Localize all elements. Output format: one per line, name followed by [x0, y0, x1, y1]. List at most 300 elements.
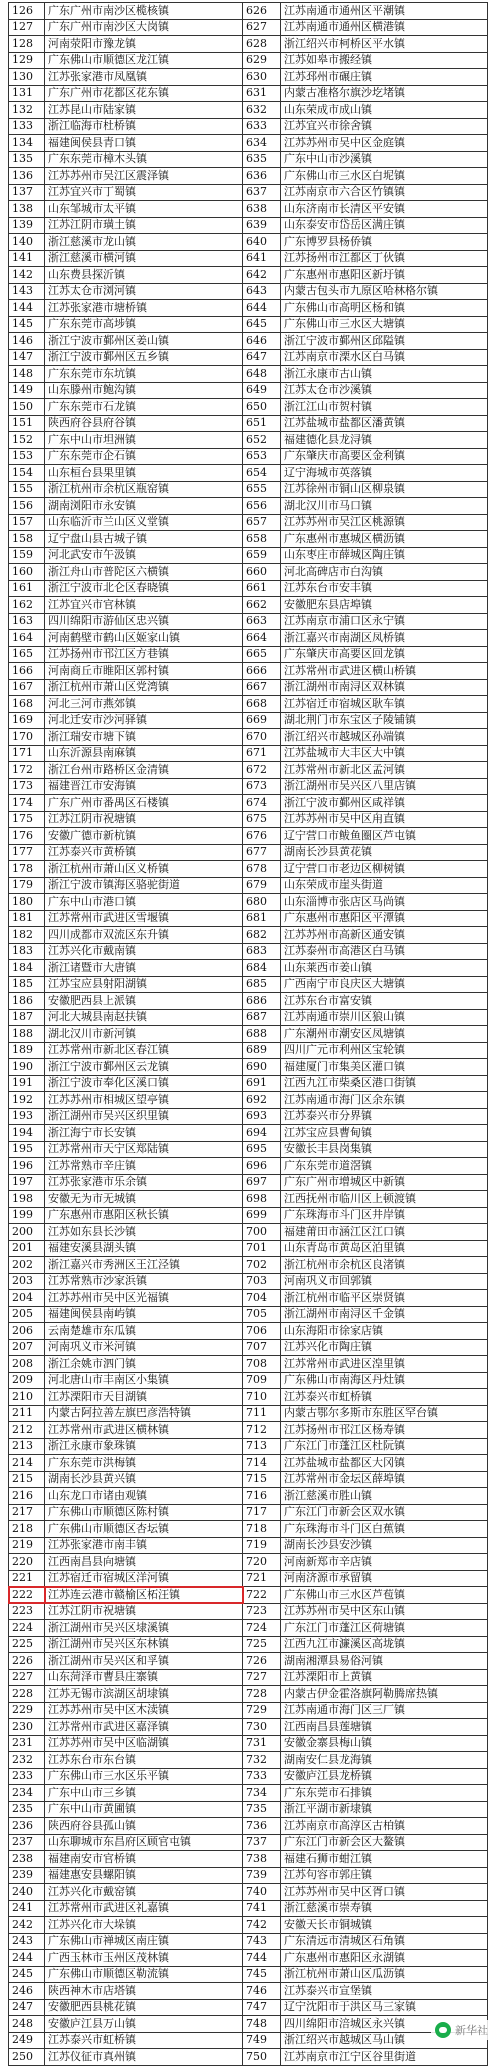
table-row: [9, 580, 488, 597]
table-row: [9, 828, 488, 845]
table-row: [9, 1405, 488, 1422]
rank-cell: 209: [9, 1372, 45, 1389]
rank-cell: 686: [243, 993, 281, 1010]
table-row: [9, 1653, 488, 1670]
rank-cell: 156: [9, 498, 45, 515]
rank-cell: 161: [9, 580, 45, 597]
table-row: [9, 762, 488, 779]
town-cell: 湖南安仁县龙海镇: [281, 1752, 488, 1769]
town-cell: 江西九江市柴桑区港口街镇: [281, 1075, 488, 1092]
town-cell: 广东中山市沙溪镇: [281, 151, 488, 168]
table-row: [9, 102, 488, 119]
rank-cell: 674: [243, 795, 281, 812]
table-row: [9, 1636, 488, 1653]
town-cell: 山东济南市长清区平安镇: [281, 201, 488, 218]
town-cell: 广东江门市新会区双水镇: [281, 1504, 488, 1521]
table-row: [9, 1950, 488, 1967]
rank-cell: 629: [243, 52, 281, 69]
rank-cell: 661: [243, 580, 281, 597]
town-cell: 山东费县探沂镇: [45, 267, 243, 284]
rank-cell: 212: [9, 1422, 45, 1439]
town-cell: 河南巩义市米河镇: [45, 1339, 243, 1356]
rank-cell: 635: [243, 151, 281, 168]
town-cell: 广西南宁市良庆区大塘镇: [281, 976, 488, 993]
town-cell: 安徽天长市铜城镇: [281, 1917, 488, 1934]
rank-cell: 633: [243, 118, 281, 135]
town-cell: 河北唐山市丰南区小集镇: [45, 1372, 243, 1389]
rank-cell: 230: [9, 1719, 45, 1736]
town-cell: 江苏泰州市高港区白马镇: [281, 943, 488, 960]
town-cell: 江西抚州市临川区上顿渡镇: [281, 1191, 488, 1208]
table-row: [9, 1752, 488, 1769]
rank-cell: 662: [243, 597, 281, 614]
town-cell: 广东佛山市顺德区龙江镇: [45, 52, 243, 69]
town-cell: 山东桓台县果里镇: [45, 465, 243, 482]
rank-cell: 706: [243, 1323, 281, 1340]
town-cell: 浙江宁波市鄞州区咸祥镇: [281, 795, 488, 812]
town-cell: 江苏泰兴市虹桥镇: [45, 2032, 243, 2049]
rank-cell: 710: [243, 1389, 281, 1406]
rank-cell: 652: [243, 432, 281, 449]
rank-cell: 241: [9, 1900, 45, 1917]
table-row: [9, 448, 488, 465]
rank-cell: 199: [9, 1207, 45, 1224]
rank-cell: 140: [9, 234, 45, 251]
town-cell: 广东佛山市三水区白坭镇: [281, 168, 488, 185]
rank-cell: 157: [9, 514, 45, 531]
table-row: [9, 267, 488, 284]
rank-cell: 697: [243, 1174, 281, 1191]
table-row: [9, 2049, 488, 2066]
rank-cell: 720: [243, 1554, 281, 1571]
town-cell: 江苏扬州市江都区丁伙镇: [281, 250, 488, 267]
rank-cell: 703: [243, 1273, 281, 1290]
rank-cell: 211: [9, 1405, 45, 1422]
table-row: [9, 366, 488, 383]
town-cell: 福建安溪县湖头镇: [45, 1240, 243, 1257]
table-row: [9, 976, 488, 993]
table-row: [9, 1768, 488, 1785]
rank-cell: 718: [243, 1521, 281, 1538]
town-cell: 湖北汉川市新河镇: [45, 1026, 243, 1043]
table-row: [9, 52, 488, 69]
table-row: [9, 2032, 488, 2049]
table-row: [9, 69, 488, 86]
town-cell: 安徽肥西县上派镇: [45, 993, 243, 1010]
rank-cell: 248: [9, 2016, 45, 2033]
rank-cell: 186: [9, 993, 45, 1010]
rank-cell: 162: [9, 597, 45, 614]
town-cell: 广东佛山市顺德区杏坛镇: [45, 1521, 243, 1538]
town-cell: 山东荣成市成山镇: [281, 102, 488, 119]
town-cell: 广东清远市清城区石角镇: [281, 1933, 488, 1950]
rank-cell: 725: [243, 1636, 281, 1653]
town-cell: 江苏常州市新北区孟河镇: [281, 762, 488, 779]
rank-cell: 672: [243, 762, 281, 779]
rank-cell: 678: [243, 861, 281, 878]
table-row: [9, 1224, 488, 1241]
rank-cell: 192: [9, 1092, 45, 1109]
town-cell: 浙江瑞安市塘下镇: [45, 729, 243, 746]
rank-cell: 249: [9, 2032, 45, 2049]
rank-cell: 651: [243, 415, 281, 432]
town-cell: 江苏宜兴市丁蜀镇: [45, 184, 243, 201]
town-cell: 内蒙古阿拉善左旗巴彦浩特镇: [45, 1405, 243, 1422]
town-cell: 内蒙古鄂尔多斯市东胜区罕台镇: [281, 1405, 488, 1422]
rank-cell: 189: [9, 1042, 45, 1059]
town-cell: 福建莆田市涵江区江口镇: [281, 1224, 488, 1241]
rank-cell: 246: [9, 1983, 45, 2000]
rank-cell: 138: [9, 201, 45, 218]
town-cell: 广东广州市增城区中新镇: [281, 1174, 488, 1191]
highlighted-table-row: [9, 1587, 488, 1604]
rank-cell: 644: [243, 300, 281, 317]
town-cell: 江苏泰兴市虹桥镇: [281, 1389, 488, 1406]
town-cell: 安徽庐江县万山镇: [45, 2016, 243, 2033]
rank-cell: 655: [243, 481, 281, 498]
rank-cell: 126: [9, 3, 45, 20]
town-cell: 广东东莞市洪梅镇: [45, 1455, 243, 1472]
rank-cell: 663: [243, 613, 281, 630]
town-cell: 浙江平湖市新埭镇: [281, 1801, 488, 1818]
rank-cell: 711: [243, 1405, 281, 1422]
table-row: [9, 1125, 488, 1142]
rank-cell: 197: [9, 1174, 45, 1191]
town-cell: 江苏常州市武进区雪堰镇: [45, 910, 243, 927]
town-cell: 山东龙口市诸由观镇: [45, 1488, 243, 1505]
table-row: [9, 1240, 488, 1257]
town-cell: 江苏东台市安丰镇: [281, 580, 488, 597]
rank-cell: 237: [9, 1834, 45, 1851]
rank-cell: 142: [9, 267, 45, 284]
town-cell: 江苏南通市通州区平潮镇: [281, 3, 488, 20]
rank-cell: 190: [9, 1059, 45, 1076]
town-cell: 广东东莞市企石镇: [45, 448, 243, 465]
table-row: [9, 118, 488, 135]
rank-cell: 136: [9, 168, 45, 185]
town-cell: 湖南长沙县安沙镇: [281, 1537, 488, 1554]
town-cell: 广东佛山市顺德区陈村镇: [45, 1504, 243, 1521]
town-cell: 江苏苏州市高新区通安镇: [281, 927, 488, 944]
rank-cell: 721: [243, 1570, 281, 1587]
town-cell: 陕西府谷县孤山镇: [45, 1818, 243, 1835]
rank-cell: 701: [243, 1240, 281, 1257]
town-cell: 广东江门市蓬江区荷塘镇: [281, 1620, 488, 1637]
table-row: [9, 217, 488, 234]
town-cell: 广东江门市新会区大鳌镇: [281, 1834, 488, 1851]
town-cell: 广东东莞市樟木头镇: [45, 151, 243, 168]
rank-cell: 736: [243, 1818, 281, 1835]
rank-cell: 203: [9, 1273, 45, 1290]
town-cell: 浙江宁波市镇海区骆驼街道: [45, 877, 243, 894]
rank-cell: 232: [9, 1752, 45, 1769]
table-row: [9, 514, 488, 531]
rank-cell: 171: [9, 745, 45, 762]
rank-cell: 638: [243, 201, 281, 218]
wechat-logo-icon: [435, 2022, 451, 2038]
town-cell: 浙江慈溪市龙山镇: [45, 234, 243, 251]
town-cell: 山东聊城市东昌府区顾官屯镇: [45, 1834, 243, 1851]
rank-cell: 134: [9, 135, 45, 152]
rank-cell: 687: [243, 1009, 281, 1026]
table-row: [9, 85, 488, 102]
table-row: [9, 613, 488, 630]
town-cell: 河北迁安市沙河驿镇: [45, 712, 243, 729]
town-cell: 江苏兴化市大垛镇: [45, 1917, 243, 1934]
rank-cell: 236: [9, 1818, 45, 1835]
rank-cell: 179: [9, 877, 45, 894]
table-row: [9, 1092, 488, 1109]
rank-cell: 735: [243, 1801, 281, 1818]
rank-cell: 213: [9, 1438, 45, 1455]
town-cell: 浙江宁波市鄞州区邱隘镇: [281, 333, 488, 350]
town-cell: 浙江绍兴市越城区孙端镇: [281, 729, 488, 746]
town-cell: 江苏常州市武进区横林镇: [45, 1422, 243, 1439]
town-cell: 浙江杭州市余杭区瓶窑镇: [45, 481, 243, 498]
rank-cell: 137: [9, 184, 45, 201]
rank-cell: 632: [243, 102, 281, 119]
rank-cell: 185: [9, 976, 45, 993]
rank-cell: 164: [9, 630, 45, 647]
table-body: [9, 3, 488, 2066]
rank-cell: 728: [243, 1686, 281, 1703]
town-cell: 福建厦门市集美区灌口镇: [281, 1059, 488, 1076]
table-row: [9, 1356, 488, 1373]
town-cell: 江苏宜兴市官林镇: [45, 597, 243, 614]
rank-cell: 229: [9, 1702, 45, 1719]
rank-cell: 745: [243, 1966, 281, 1983]
rank-cell: 670: [243, 729, 281, 746]
rank-cell: 681: [243, 910, 281, 927]
rank-cell: 731: [243, 1735, 281, 1752]
rank-cell: 675: [243, 811, 281, 828]
town-cell: 四川绵阳市游仙区忠兴镇: [45, 613, 243, 630]
town-cell: 浙江湖州市吴兴区织里镇: [45, 1108, 243, 1125]
town-cell: 江苏如皋市搬经镇: [281, 52, 488, 69]
rank-cell: 733: [243, 1768, 281, 1785]
rank-cell: 717: [243, 1504, 281, 1521]
town-cell: 内蒙古准格尔旗沙圪堵镇: [281, 85, 488, 102]
town-cell: 江苏常州市天宁区郑陆镇: [45, 1141, 243, 1158]
table-row: [9, 1735, 488, 1752]
table-row: [9, 184, 488, 201]
rank-cell: 206: [9, 1323, 45, 1340]
town-cell: 山东邹城市太平镇: [45, 201, 243, 218]
rank-cell: 743: [243, 1933, 281, 1950]
town-cell: 陕西神木市店塔镇: [45, 1983, 243, 2000]
rank-cell: 247: [9, 1999, 45, 2016]
rank-cell: 143: [9, 283, 45, 300]
rank-cell: 673: [243, 778, 281, 795]
rank-cell: 146: [9, 333, 45, 350]
table-row: [9, 234, 488, 251]
rank-cell: 719: [243, 1537, 281, 1554]
town-cell: 安徽庐江县龙桥镇: [281, 1768, 488, 1785]
rank-cell: 240: [9, 1884, 45, 1901]
table-row: [9, 894, 488, 911]
table-row: [9, 1339, 488, 1356]
table-row: [9, 646, 488, 663]
town-cell: 江苏宝应县曹甸镇: [281, 1125, 488, 1142]
rank-cell: 155: [9, 481, 45, 498]
table-row: [9, 531, 488, 548]
town-cell: 湖南湘潭县易俗河镇: [281, 1653, 488, 1670]
town-cell: 四川绵阳市涪城区永兴镇: [281, 2016, 488, 2033]
town-cell: 河南巩义市回郭镇: [281, 1273, 488, 1290]
rank-cell: 668: [243, 696, 281, 713]
table-row: [9, 1174, 488, 1191]
rank-cell: 696: [243, 1158, 281, 1175]
town-cell: 广东中山市坦洲镇: [45, 432, 243, 449]
rank-cell: 671: [243, 745, 281, 762]
town-cell: 广东中山市港口镇: [45, 894, 243, 911]
table-row: [9, 1042, 488, 1059]
town-cell: 安徽广德市新杭镇: [45, 828, 243, 845]
rank-cell: 683: [243, 943, 281, 960]
town-cell: 浙江诸暨市大唐镇: [45, 960, 243, 977]
table-row: [9, 135, 488, 152]
rank-cell: 631: [243, 85, 281, 102]
rank-cell: 172: [9, 762, 45, 779]
town-cell: 江苏苏州市吴中区临湖镇: [45, 1735, 243, 1752]
rank-cell: 231: [9, 1735, 45, 1752]
rank-cell: 127: [9, 19, 45, 36]
table-row: [9, 201, 488, 218]
town-cell: 江苏常州市新北区春江镇: [45, 1042, 243, 1059]
rank-cell: 132: [9, 102, 45, 119]
rank-cell: 714: [243, 1455, 281, 1472]
table-row: [9, 1075, 488, 1092]
table-row: [9, 19, 488, 36]
rank-cell: 148: [9, 366, 45, 383]
table-row: [9, 778, 488, 795]
table-row: [9, 1521, 488, 1538]
rank-cell: 639: [243, 217, 281, 234]
town-cell: 江苏常熟市沙家浜镇: [45, 1273, 243, 1290]
rank-cell: 657: [243, 514, 281, 531]
town-cell: 浙江宁波市鄞州区五乡镇: [45, 349, 243, 366]
rank-cell: 723: [243, 1603, 281, 1620]
rank-cell: 131: [9, 85, 45, 102]
town-cell: 广东佛山市禅城区南庄镇: [45, 1933, 243, 1950]
town-cell: 浙江余姚市泗门镇: [45, 1356, 243, 1373]
rank-cell: 676: [243, 828, 281, 845]
rank-cell: 634: [243, 135, 281, 152]
rank-cell: 169: [9, 712, 45, 729]
town-cell: 广东惠州市惠阳区秋长镇: [45, 1207, 243, 1224]
rank-cell: 700: [243, 1224, 281, 1241]
town-cell: 江西南昌县向塘镇: [45, 1554, 243, 1571]
town-cell: 山东青岛市黄岛区泊里镇: [281, 1240, 488, 1257]
rank-cell: 196: [9, 1158, 45, 1175]
rank-cell: 749: [243, 2032, 281, 2049]
rank-cell: 666: [243, 663, 281, 680]
rank-cell: 191: [9, 1075, 45, 1092]
rank-cell: 194: [9, 1125, 45, 1142]
rank-cell: 168: [9, 696, 45, 713]
town-cell: 广西玉林市玉州区茂林镇: [45, 1950, 243, 1967]
table-row: [9, 1917, 488, 1934]
table-row: [9, 1686, 488, 1703]
town-cell: 河北武安市午汲镇: [45, 547, 243, 564]
town-cell: 广东中山市三乡镇: [45, 1785, 243, 1802]
rank-cell: 242: [9, 1917, 45, 1934]
town-cell: 广东佛山市三水区芦苞镇: [281, 1587, 488, 1604]
town-cell: 福建惠安县螺阳镇: [45, 1867, 243, 1884]
town-cell: 河南济源市承留镇: [281, 1570, 488, 1587]
rank-cell: 645: [243, 316, 281, 333]
town-cell: 浙江湖州市吴兴区东林镇: [45, 1636, 243, 1653]
rank-cell: 201: [9, 1240, 45, 1257]
town-cell: 江苏宝应县射阳湖镇: [45, 976, 243, 993]
table-row: [9, 1900, 488, 1917]
table-row: [9, 1026, 488, 1043]
town-cell: 江苏南京市江宁区谷里街道: [281, 2049, 488, 2066]
table-row: [9, 1422, 488, 1439]
rank-cell: 215: [9, 1471, 45, 1488]
town-cell: 江苏张家港市塘桥镇: [45, 300, 243, 317]
rank-cell: 188: [9, 1026, 45, 1043]
rank-cell: 195: [9, 1141, 45, 1158]
rank-cell: 149: [9, 382, 45, 399]
town-cell: 江苏常州市武进区湟里镇: [281, 1356, 488, 1373]
rank-cell: 207: [9, 1339, 45, 1356]
table-row: [9, 1158, 488, 1175]
table-row: [9, 729, 488, 746]
watermark-text: 新华社: [455, 2024, 488, 2037]
town-cell: 江苏徐州市铜山区柳泉镇: [281, 481, 488, 498]
town-cell: 江苏苏州市吴江区震泽镇: [45, 168, 243, 185]
town-cell: 安徽长丰县岗集镇: [281, 1141, 488, 1158]
town-cell: 浙江宁波市奉化区溪口镇: [45, 1075, 243, 1092]
town-cell: 江苏常州市武进区嘉泽镇: [45, 1719, 243, 1736]
town-cell: 浙江临海市杜桥镇: [45, 118, 243, 135]
town-cell: 江苏兴化市戴窑镇: [45, 1884, 243, 1901]
town-cell: 浙江湖州市吴兴区和孚镇: [45, 1653, 243, 1670]
table-row: [9, 679, 488, 696]
rank-cell: 218: [9, 1521, 45, 1538]
table-row: [9, 283, 488, 300]
town-cell: 山东淄博市张店区马尚镇: [281, 894, 488, 911]
town-cell: 湖南长沙县黄花镇: [281, 844, 488, 861]
rank-cell: 245: [9, 1966, 45, 1983]
table-row: [9, 861, 488, 878]
town-cell: 江苏南京市浦口区永宁镇: [281, 613, 488, 630]
town-cell: 浙江江山市贺村镇: [281, 399, 488, 416]
rank-cell: 630: [243, 69, 281, 86]
town-cell: 江苏泰兴市分界镇: [281, 1108, 488, 1125]
town-cell: 广东东莞市石排镇: [281, 1785, 488, 1802]
rank-cell: 647: [243, 349, 281, 366]
town-cell: 浙江宁波市北仑区春晓镇: [45, 580, 243, 597]
table-row: [9, 151, 488, 168]
rank-cell: 691: [243, 1075, 281, 1092]
town-cell: 山东滕州市鲍沟镇: [45, 382, 243, 399]
table-row: [9, 415, 488, 432]
rank-cell: 222: [9, 1587, 45, 1604]
table-row: [9, 1834, 488, 1851]
town-cell: 江苏常州市金坛区薛埠镇: [281, 1471, 488, 1488]
table-row: [9, 1141, 488, 1158]
rank-cell: 150: [9, 399, 45, 416]
town-cell: 浙江台州市路桥区金清镇: [45, 762, 243, 779]
rank-cell: 746: [243, 1983, 281, 2000]
rank-cell: 727: [243, 1669, 281, 1686]
rank-cell: 220: [9, 1554, 45, 1571]
table-row: [9, 1603, 488, 1620]
rank-cell: 202: [9, 1257, 45, 1274]
town-cell: 辽宁营口市老边区柳树镇: [281, 861, 488, 878]
